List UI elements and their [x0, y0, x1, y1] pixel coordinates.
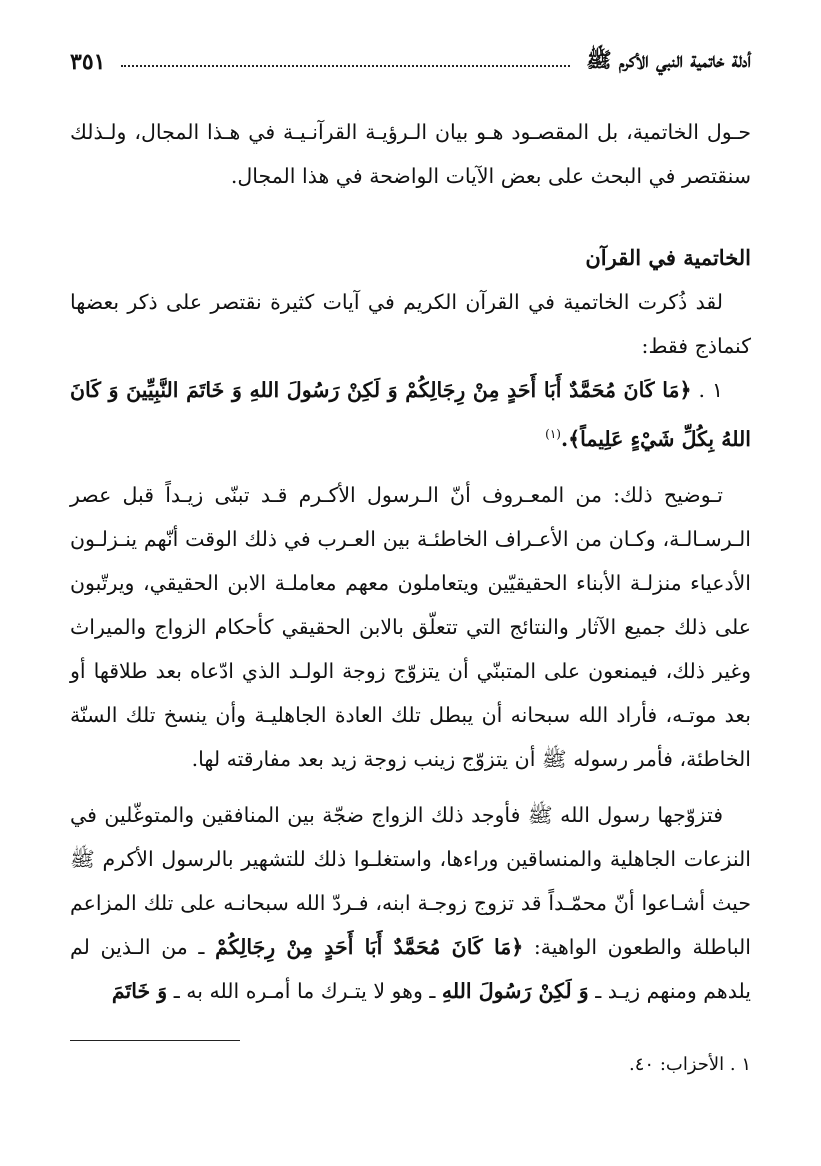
quran-verse-fragment-3: وَ خَاتَمَ — [111, 978, 168, 1003]
running-header-title: أدلة خاتمية النبي الأكرم ﷺ — [586, 46, 751, 72]
paragraph-marriage-text-3: ـ وهو لا يتـرك ما أمـره الله به ـ — [173, 978, 436, 1003]
footnote-reference: (١) — [545, 427, 561, 441]
paragraph-marriage-text-1: فتزوّجها رسول الله ﷺ فأوجد ذلك الزواج ضجّة بين المنافقين والمتوغّلين في النزعات الجاهلية والمنساقين وراءها، واستغلـوا ذلك للتشهير بالرسول الأكرم ﷺ حيث أشـاعوا أنّ محمّـداً قد تزوج زوجـة ابنه، فـردّ الله سبحانـه على تلك المزاعم الباطلة والطعون الواهية: — [70, 802, 751, 959]
paragraph-explanation: تـوضيح ذلك: من المعـروف أنّ الـرسول الأكـرم قـد تبنّى زيـداً قبل عصر الـرسـالـة، وكـان من الأعـراف الخاطئـة بين العـرب في ذلك الوقت أنّهم ينـزلـون الأدعياء منزلـة الأبناء الحقيقيّين ويتعاملون معهم معاملـة الابن الحقيقي، ويرتّبون على ذلك جميع الآثار والنتائج التي تتعلّق بالابن الحقيقي كأحكام الزواج والميراث وغير ذلك، فيمنعون على المتبنّي أن يتزوّج زوجة الولـد الذي ادّعاه بعد طلاقها أو بعد موتـه، فأراد الله سبحانه أن يبطل تلك العادة الجاهليـة وأن ينسخ تلك السنّة الخاطئة، فأمر رسوله ﷺ أن يتزوّج زينب زوجة زيد بعد مفارقته لها. — [70, 482, 751, 771]
quran-verse: ﴿مَا كَانَ مُحَمَّدٌ أَبَا أَحَدٍ مِنْ رِجَالِكُمْ وَ لَكِنْ رَسُولَ اللهِ وَ خَاتَمَ النَّبِيِّينَ وَ كَانَ اللهُ بِكُلِّ شَيْءٍ عَلِيماً﴾. — [70, 378, 751, 451]
paragraph-marriage — [70, 793, 751, 1013]
verse-item-1 — [70, 368, 751, 461]
header-dotted-leader — [121, 65, 570, 67]
paragraph-mentions: لقد ذُكرت الخاتمية في القرآن الكريم في آيات كثيرة نقتصر على ذكر بعضها كنماذج فقط: — [70, 290, 751, 358]
verse-number: ١ . — [698, 378, 723, 402]
paragraph-intro: حـول الخاتمية، بل المقصـود هـو بيان الـرؤيـة القرآنـيـة في هـذا المجال، ولـذلك سنقتصر في البحث على بعض الآيات الواضحة في هذا المجال. — [70, 120, 751, 188]
quran-verse-fragment-1: ﴿مَا كَانَ مُحَمَّدٌ أَبَا أَحَدٍ مِنْ رِجَالِكُمْ — [215, 934, 524, 959]
footnote-separator — [70, 1040, 240, 1041]
page-number: ٣٥١ — [70, 49, 106, 75]
footnote: ١ . الأحزاب: ٤٠. — [629, 1054, 751, 1075]
paragraph-marriage-text-2: ـ من الـذين لم يلدهم ومنهم زيـد ـ — [70, 934, 751, 1003]
running-header — [70, 44, 751, 80]
main-text — [70, 110, 751, 1013]
quran-verse-fragment-2: وَ لَكِنْ رَسُولَ اللهِ — [441, 978, 589, 1003]
section-heading: الخاتمية في القرآن — [585, 245, 751, 270]
